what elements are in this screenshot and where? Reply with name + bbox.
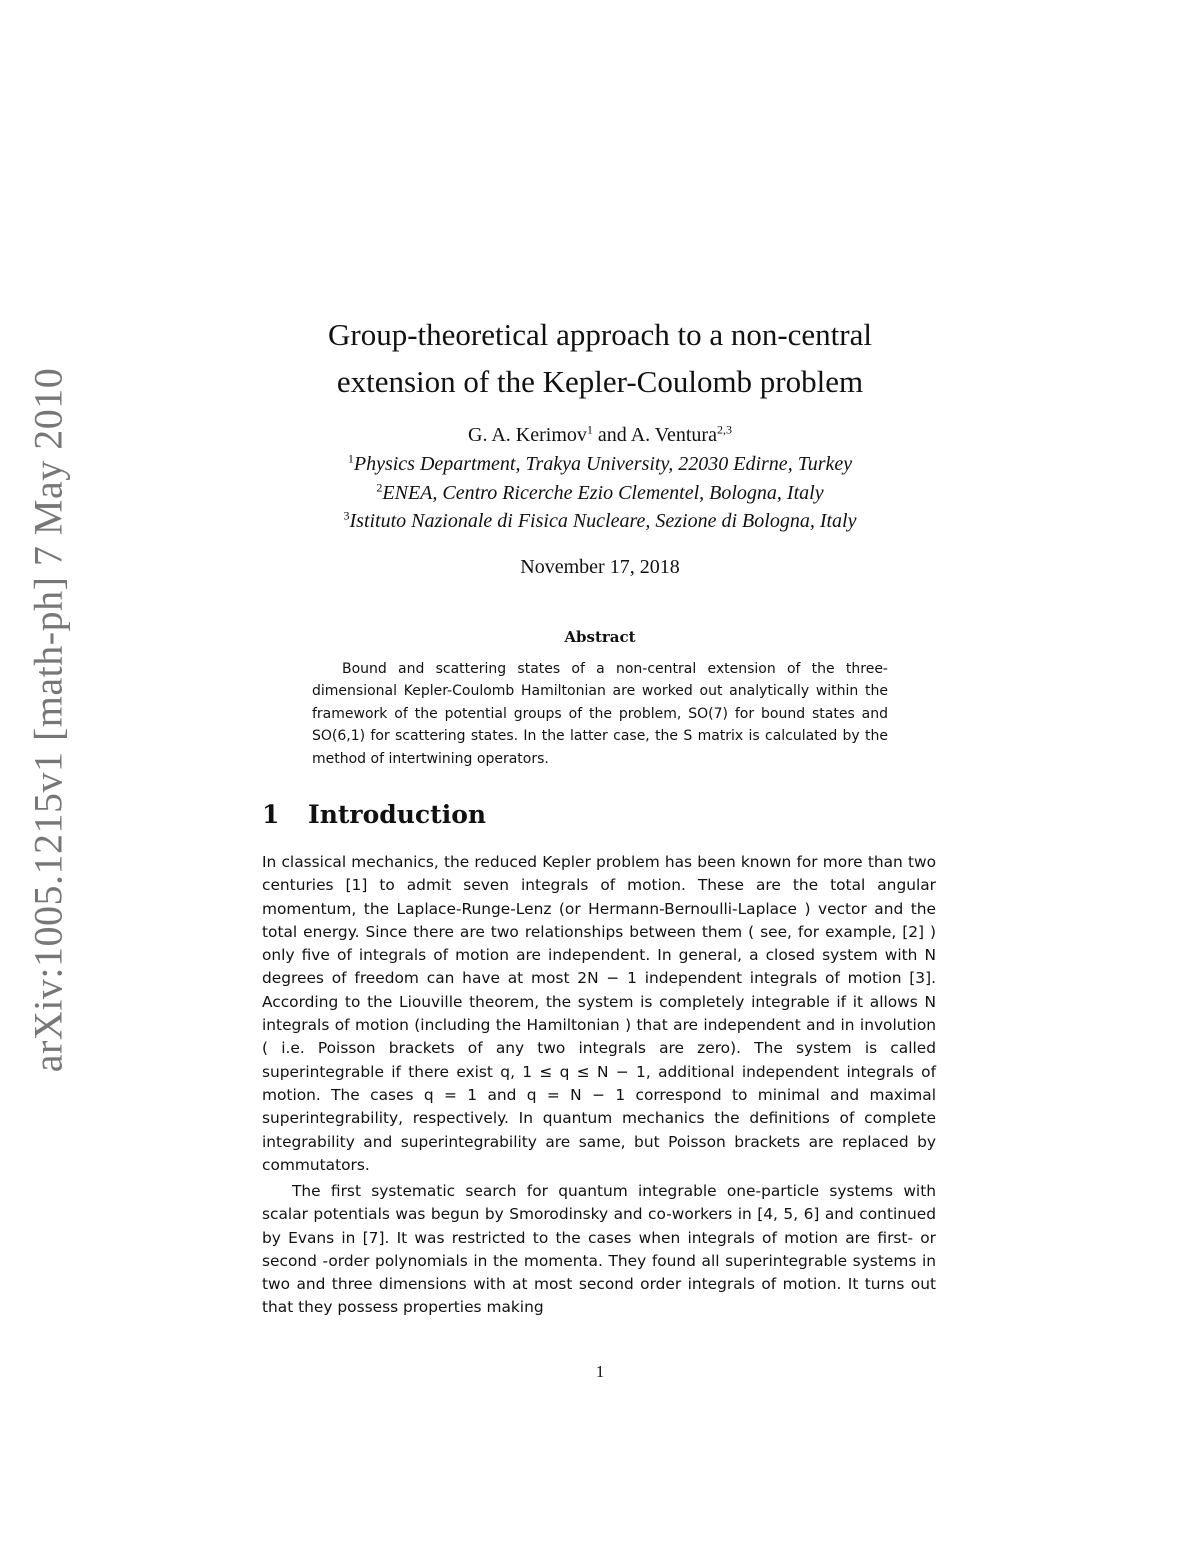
author-affiliation-mark: 1 [586,422,593,437]
affiliation [0,510,1200,533]
abstract-heading: Abstract [564,628,636,646]
paper-title-line-1: Group-theoretical approach to a non-central [328,317,872,352]
affiliation-mark: 2 [376,480,383,495]
body-paragraph: The first systematic search for quantum integrable one-particle systems with scalar potentials was begun by Smorodinsky and co-workers in [4, 5, 6] and continued by Evans in [7]. It was restricted to the cases when integrals of motion are first- or second -order polynomials in the momenta. They found all superintegrable systems in two and three dimensions with at most second order integrals of motion. It turns out that they possess properties making [262,1182,936,1317]
paper-title-line-2: extension of the Kepler-Coulomb problem [336,364,864,399]
section-heading [262,800,486,829]
section-title: Introduction [308,800,487,829]
author-name: G. A. Kerimov [468,424,587,446]
affiliation-text: Istituto Nazionale di Fisica Nucleare, Sezione di Bologna, Italy [349,510,857,532]
author-affiliation-mark: 2,3 [716,422,732,437]
affiliation-mark: 1 [347,451,354,466]
abstract-body: Bound and scattering states of a non-central extension of the three-dimensional Kepler-Coulomb Hamiltonian are worked out analytically within the framework of the potential groups of the problem, SO(7) for bound states and SO(6,1) for scattering states. In the latter case, the S matrix is calculated by the method of intertwining operators. [312,661,888,767]
section-number: 1 [262,800,280,829]
author-name: A. Ventura [630,424,717,446]
affiliation-text: ENEA, Centro Ricerche Ezio Clementel, Bologna, Italy [382,482,824,504]
affiliation-mark: 3 [343,508,350,523]
affiliation [0,482,1200,505]
affiliation-text: Physics Department, Trakya University, 22030 Edirne, Turkey [353,453,853,475]
author-list [0,424,1200,447]
paper-date: November 17, 2018 [520,556,680,578]
author-conjunction: and [592,424,631,446]
body-paragraph: In classical mechanics, the reduced Kepler problem has been known for more than two centuries [1] to admit seven integrals of motion. These are the total angular momentum, the Laplace-Runge-Lenz (or Hermann-Bernoulli-Laplace ) vector and the total energy. Since there are two relationships between them ( see, for example, [2] ) only five of integrals of motion are independent. In general, a closed system with N degrees of freedom can have at most 2N − 1 independent integrals of motion [3]. According to the Liouville theorem, the system is completely integrable if it allows N integrals of motion (including the Hamiltonian ) that are independent and in involution ( i.e. Poisson brackets of any two integrals are zero). The system is called superintegrable if there exist q, 1 ≤ q ≤ N − 1, additional independent integrals of motion. The cases q = 1 and q = N − 1 correspond to minimal and maximal superintegrability, respectively. In quantum mechanics the definitions of complete integrability and superintegrability are same, but Poisson brackets are replaced by commutators. [262,853,936,1174]
affiliation [0,453,1200,476]
page-number: 1 [595,1362,605,1381]
arxiv-identifier-stamp: arXiv:1005.1215v1 [math-ph] 7 May 2010 [25,367,71,1073]
